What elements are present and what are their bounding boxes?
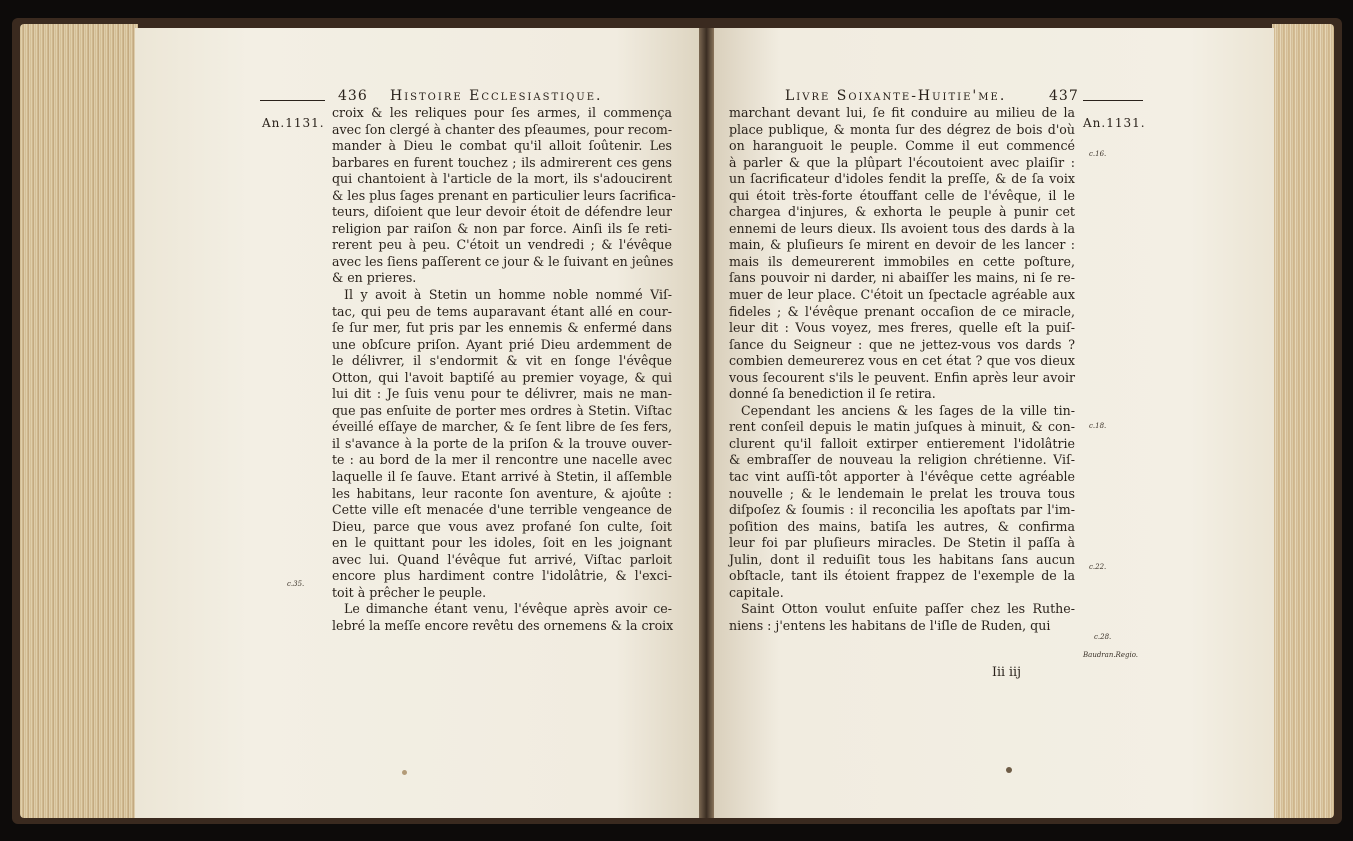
left-body-text	[332, 105, 676, 635]
text-line: laquelle il ſe ſauve. Etant arrivé à Stetin, il aſſemble	[332, 469, 672, 485]
right-margin-note-4: c.28.	[1094, 633, 1112, 641]
text-line: Cependant les anciens & les ſages de la ville tin-	[741, 402, 1075, 418]
page-edges-left	[20, 24, 138, 818]
text-line: & les plus ſages prenant en particulier leurs ſacrifica-	[332, 187, 676, 203]
book-gutter	[699, 28, 714, 818]
text-line: avec ſon clergé à chanter des pſeaumes, pour recom-	[332, 121, 673, 137]
text-line: diſpoſez & ſoumis : il reconcilia les apoſtats par l'im-	[729, 502, 1075, 518]
text-line: chargea d'injures, & exhorta le peuple à punir cet	[729, 204, 1075, 220]
left-margin-year: An.1131.	[262, 116, 325, 130]
text-line: Julin, dont il reduiſit tous les habitans ſans aucun	[729, 551, 1075, 567]
text-line: croix & les reliques pour ſes armes, il commença	[332, 105, 672, 120]
text-line: ſe ſur mer, fut pris par les ennemis & enfermé dans	[332, 320, 672, 336]
text-line: qui étoit très-forte étouffant celle de l'évêque, il le	[729, 187, 1075, 203]
text-line: une obſcure priſon. Ayant prié Dieu ardemment de	[332, 336, 672, 352]
text-line: que pas enſuite de porter mes ordres à Stetin. Viſtac	[332, 402, 672, 418]
text-line: mais ils demeurerent immobiles en cette poſture,	[729, 253, 1075, 269]
text-line: combien demeurerez vous en cet état ? que vos dieux	[729, 353, 1075, 369]
text-line: muer de leur place. C'étoit un ſpectacle agréable aux	[729, 287, 1075, 303]
text-line: lebré la meſſe encore revêtu des ornemens & la croix	[332, 617, 674, 633]
text-line: barbares en furent touchez ; ils admirerent ces gens	[332, 154, 672, 170]
text-line: avec les ſiens paſſerent ce jour & le ſuivant en jeûnes	[332, 253, 674, 269]
page-edges-right	[1272, 24, 1334, 818]
text-line: nouvelle ; & le lendemain le prelat les trouva tous	[729, 485, 1075, 501]
header-rule-left	[260, 100, 325, 101]
text-line: place publique, & monta ſur des dégrez de bois d'où	[729, 121, 1075, 137]
right-margin-note-5: Baudran.Regio.	[1083, 651, 1139, 659]
text-line: religion par raiſon & non par force. Ainſi ils ſe reti-	[332, 220, 672, 236]
text-line: niens : j'entens les habitans de l'iſle de Ruden, qui	[729, 617, 1051, 633]
text-line: capitale.	[729, 584, 784, 600]
text-line: & en prieres.	[332, 270, 417, 286]
text-line: obſtacle, tant ils étoient frappez de l'exemple de la	[729, 568, 1075, 584]
text-line: il s'avance à la porte de la priſon & la trouve ouver-	[332, 435, 672, 451]
text-line: fideles ; & l'évêque prenant occaſion de ce miracle,	[729, 303, 1075, 319]
text-line: en le quittant pour les idoles, ſoit en les joignant	[332, 535, 672, 551]
text-line: Il y avoit à Stetin un homme noble nommé Viſ-	[344, 287, 672, 303]
text-line: lui dit : Je ſuis venu pour te délivrer, mais ne man-	[332, 386, 672, 402]
text-line: poſition des mains, batiſa les autres, & confirma	[729, 518, 1075, 534]
text-line: Le dimanche étant venu, l'évêque après avoir ce-	[344, 601, 672, 617]
right-page-number: 437	[1049, 88, 1079, 104]
text-line: éveillé eſſaye de marcher, & ſe ſent libre de ſes fers,	[332, 419, 672, 435]
text-line: marchant devant lui, ſe fit conduire au milieu de la	[729, 105, 1075, 120]
text-line: le délivrer, il s'endormit & vit en ſonge l'évêque	[332, 353, 672, 369]
text-line: leur foi par pluſieurs miracles. De Stetin il paſſa à	[729, 535, 1075, 551]
text-line: tac vint auſſi-tôt apporter à l'évêque cette agréable	[729, 469, 1075, 485]
text-line: vous ſecourent s'ils le peuvent. Enfin après leur avoir	[729, 369, 1075, 385]
text-line: ennemi de leurs dieux. Ils avoient tous des dards à la	[729, 220, 1075, 236]
text-line: main, & pluſieurs ſe mirent en devoir de les lancer :	[729, 237, 1075, 253]
right-body-text	[729, 105, 1075, 635]
text-line: à parler & que la plûpart l'écoutoient avec plaiſir :	[729, 154, 1075, 170]
text-line: teurs, diſoient que leur devoir étoit de défendre leur	[332, 204, 672, 220]
right-margin-year: An.1131.	[1083, 116, 1146, 130]
text-line: qui chantoient à l'article de la mort, ils s'adoucirent	[332, 171, 672, 187]
text-line: les habitans, leur raconte ſon aventure, & ajoûte :	[332, 485, 672, 501]
text-line: donné ſa benediction il ſe retira.	[729, 386, 936, 402]
right-margin-note-3: c.22.	[1089, 563, 1107, 571]
text-line: rerent peu à peu. C'étoit un vendredi ; & l'évêque	[332, 237, 672, 253]
header-rule-right	[1083, 100, 1143, 101]
text-line: leur dit : Vous voyez, mes freres, quelle eſt la puiſ-	[729, 320, 1075, 336]
text-line: mander à Dieu le combat qu'il alloit ſoûtenir. Les	[332, 138, 672, 154]
text-line: Dieu, parce que vous avez profané ſon culte, ſoit	[332, 518, 672, 534]
text-line: toit à prêcher le peuple.	[332, 584, 487, 600]
text-line: Cette ville eſt menacée d'une terrible vengeance de	[332, 502, 672, 518]
text-line: ſans pouvoir ni darder, ni abaiſſer les mains, ni ſe re-	[729, 270, 1075, 286]
right-margin-note-2: c.18.	[1089, 422, 1107, 430]
text-line: Otton, qui l'avoit baptiſé au premier voyage, & qui	[332, 369, 672, 385]
text-line: avec lui. Quand l'évêque fut arrivé, Viſtac parloit	[332, 551, 672, 567]
left-page-number: 436	[338, 88, 368, 104]
text-line: tac, qui peu de tems auparavant étant allé en cour-	[332, 303, 672, 319]
left-running-head: Histoire Ecclesiastique.	[390, 88, 603, 104]
page-blemish	[1006, 767, 1012, 773]
right-margin-note-1: c.16.	[1089, 150, 1107, 158]
text-line: rent conſeil depuis le matin juſques à minuit, & con-	[729, 419, 1075, 435]
page-blemish	[402, 770, 407, 775]
left-margin-note: c.35.	[287, 580, 305, 588]
text-line: Saint Otton voulut enſuite paſſer chez les Ruthe-	[741, 601, 1075, 617]
text-line: on haranguoit le peuple. Comme il eut commencé	[729, 138, 1075, 154]
signature-mark: Iii iij	[992, 664, 1021, 679]
text-line: & embraſſer de nouveau la religion chrétienne. Viſ-	[729, 452, 1075, 468]
text-line: clurent qu'il falloit extirper entierement l'idolâtrie	[729, 435, 1075, 451]
right-running-head: Livre Soixante-Huitie'me.	[785, 88, 1007, 104]
text-line: un ſacrificateur d'idoles fendit la preſſe, & de ſa voix	[729, 171, 1075, 187]
text-line: te : au bord de la mer il rencontre une nacelle avec	[332, 452, 672, 468]
text-line: encore plus hardiment contre l'idolâtrie, & l'exci-	[332, 568, 672, 584]
text-line: ſance du Seigneur : que ne jettez-vous vos dards ?	[729, 336, 1075, 352]
